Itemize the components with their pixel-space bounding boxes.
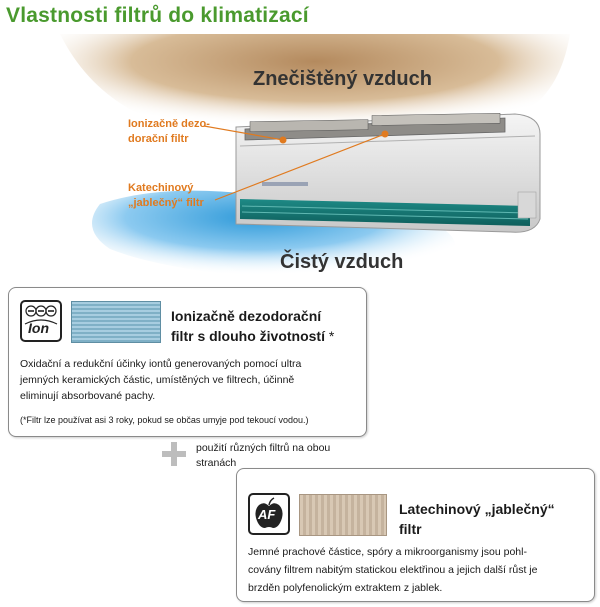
catechin-filter-callout: Katechinový „jablečný“ filtr (128, 182, 204, 209)
apple-filter-description: Jemné prachové částice, spóry a mikroorganismy jsou pohl- covány filtrem nabitým statickou elektřinou a jejich další růst je brzděn polyfenolickým extraktem z jablek. (248, 546, 538, 594)
ion-filter-description: Oxidační a redukční účinky iontů generovaných pomocí ultra jemných keramických částic, umístěných ve filtrech, účinně eliminují absorbované pachy. (20, 358, 302, 402)
ion-filter-card (8, 287, 367, 437)
ion-filter-callout: Ionizačně dezo- dorační filtr (128, 118, 210, 145)
apple-badge-text: AF (258, 507, 276, 522)
ion-filter-swatch (71, 301, 161, 343)
ion-badge-text: Ion (28, 320, 49, 336)
plus-icon (162, 442, 186, 466)
apple-filter-title: Latechinový „jablečný“ filtr (399, 501, 555, 537)
apple-filter-swatch (299, 494, 387, 536)
page-title: Vlastnosti filtrů do klimatizací (6, 4, 309, 27)
ion-filter-title: Ionizačně dezodorační filtr s dlouho životností * (171, 308, 335, 344)
apple-badge-icon (248, 493, 290, 535)
combine-note: použití různých filtrů na obou stranách (196, 442, 331, 469)
ion-filter-note: (*Filtr lze používat asi 3 roky, pokud se občas umyje pod tekoucí vodou.) (20, 415, 309, 425)
dirty-air-label: Znečištěný vzduch (253, 68, 432, 90)
clean-air-label: Čistý vzduch (280, 251, 404, 273)
apple-filter-card (236, 468, 595, 602)
ion-badge-icon (20, 300, 62, 342)
